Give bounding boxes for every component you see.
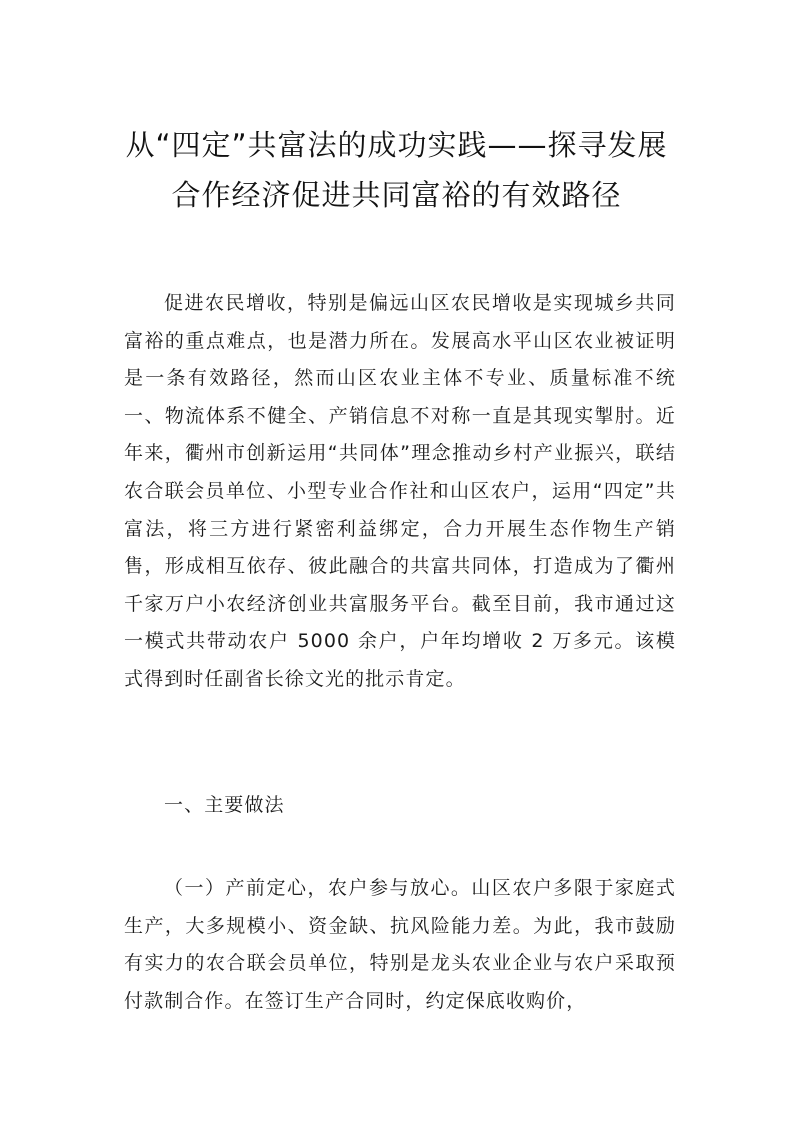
intro-paragraph: 促进农民增收，特别是偏远山区农民增收是实现城乡共同富裕的重点难点，也是潜力所在。发展高水平山区农业被证明是一条有效路径，然而山区农业主体不专业、质量标准不统一、物流体系不健全、产销信息不对称一直是其现实掣肘。近年来，衢州市创新运用“共同体”理念推动乡村产业振兴，联结农合联会员单位、小型专业合作社和山区农户，运用“四定”共富法，将三方进行紧密利益绑定，合力开展生态作物生产销售，形成相互依存、彼此融合的共富共同体，打造成为了衢州千家万户小农经济创业共富服务平台。截至目前，我市通过这一模式共带动农户 5000 余户，户年均增收 2 万多元。该模式得到时任副省长徐文光的批示肯定。	[124, 292, 676, 690]
subsection-paragraph: （一）产前定心，农户参与放心。山区农户多限于家庭式生产，大多规模小、资金缺、抗风险能力差。为此，我市鼓励有实力的农合联会员单位，特别是龙头农业企业与农户采取预付款制合作。在签订生产合同时，约定保底收购价，	[124, 877, 676, 1012]
section-heading: 一、主要做法	[164, 794, 285, 816]
title-line-2: 合作经济促进共同富裕的有效路径	[171, 178, 622, 212]
title-line-1: 从“四定”共富法的成功实践——探寻发展	[125, 128, 668, 162]
document-title	[100, 120, 693, 220]
